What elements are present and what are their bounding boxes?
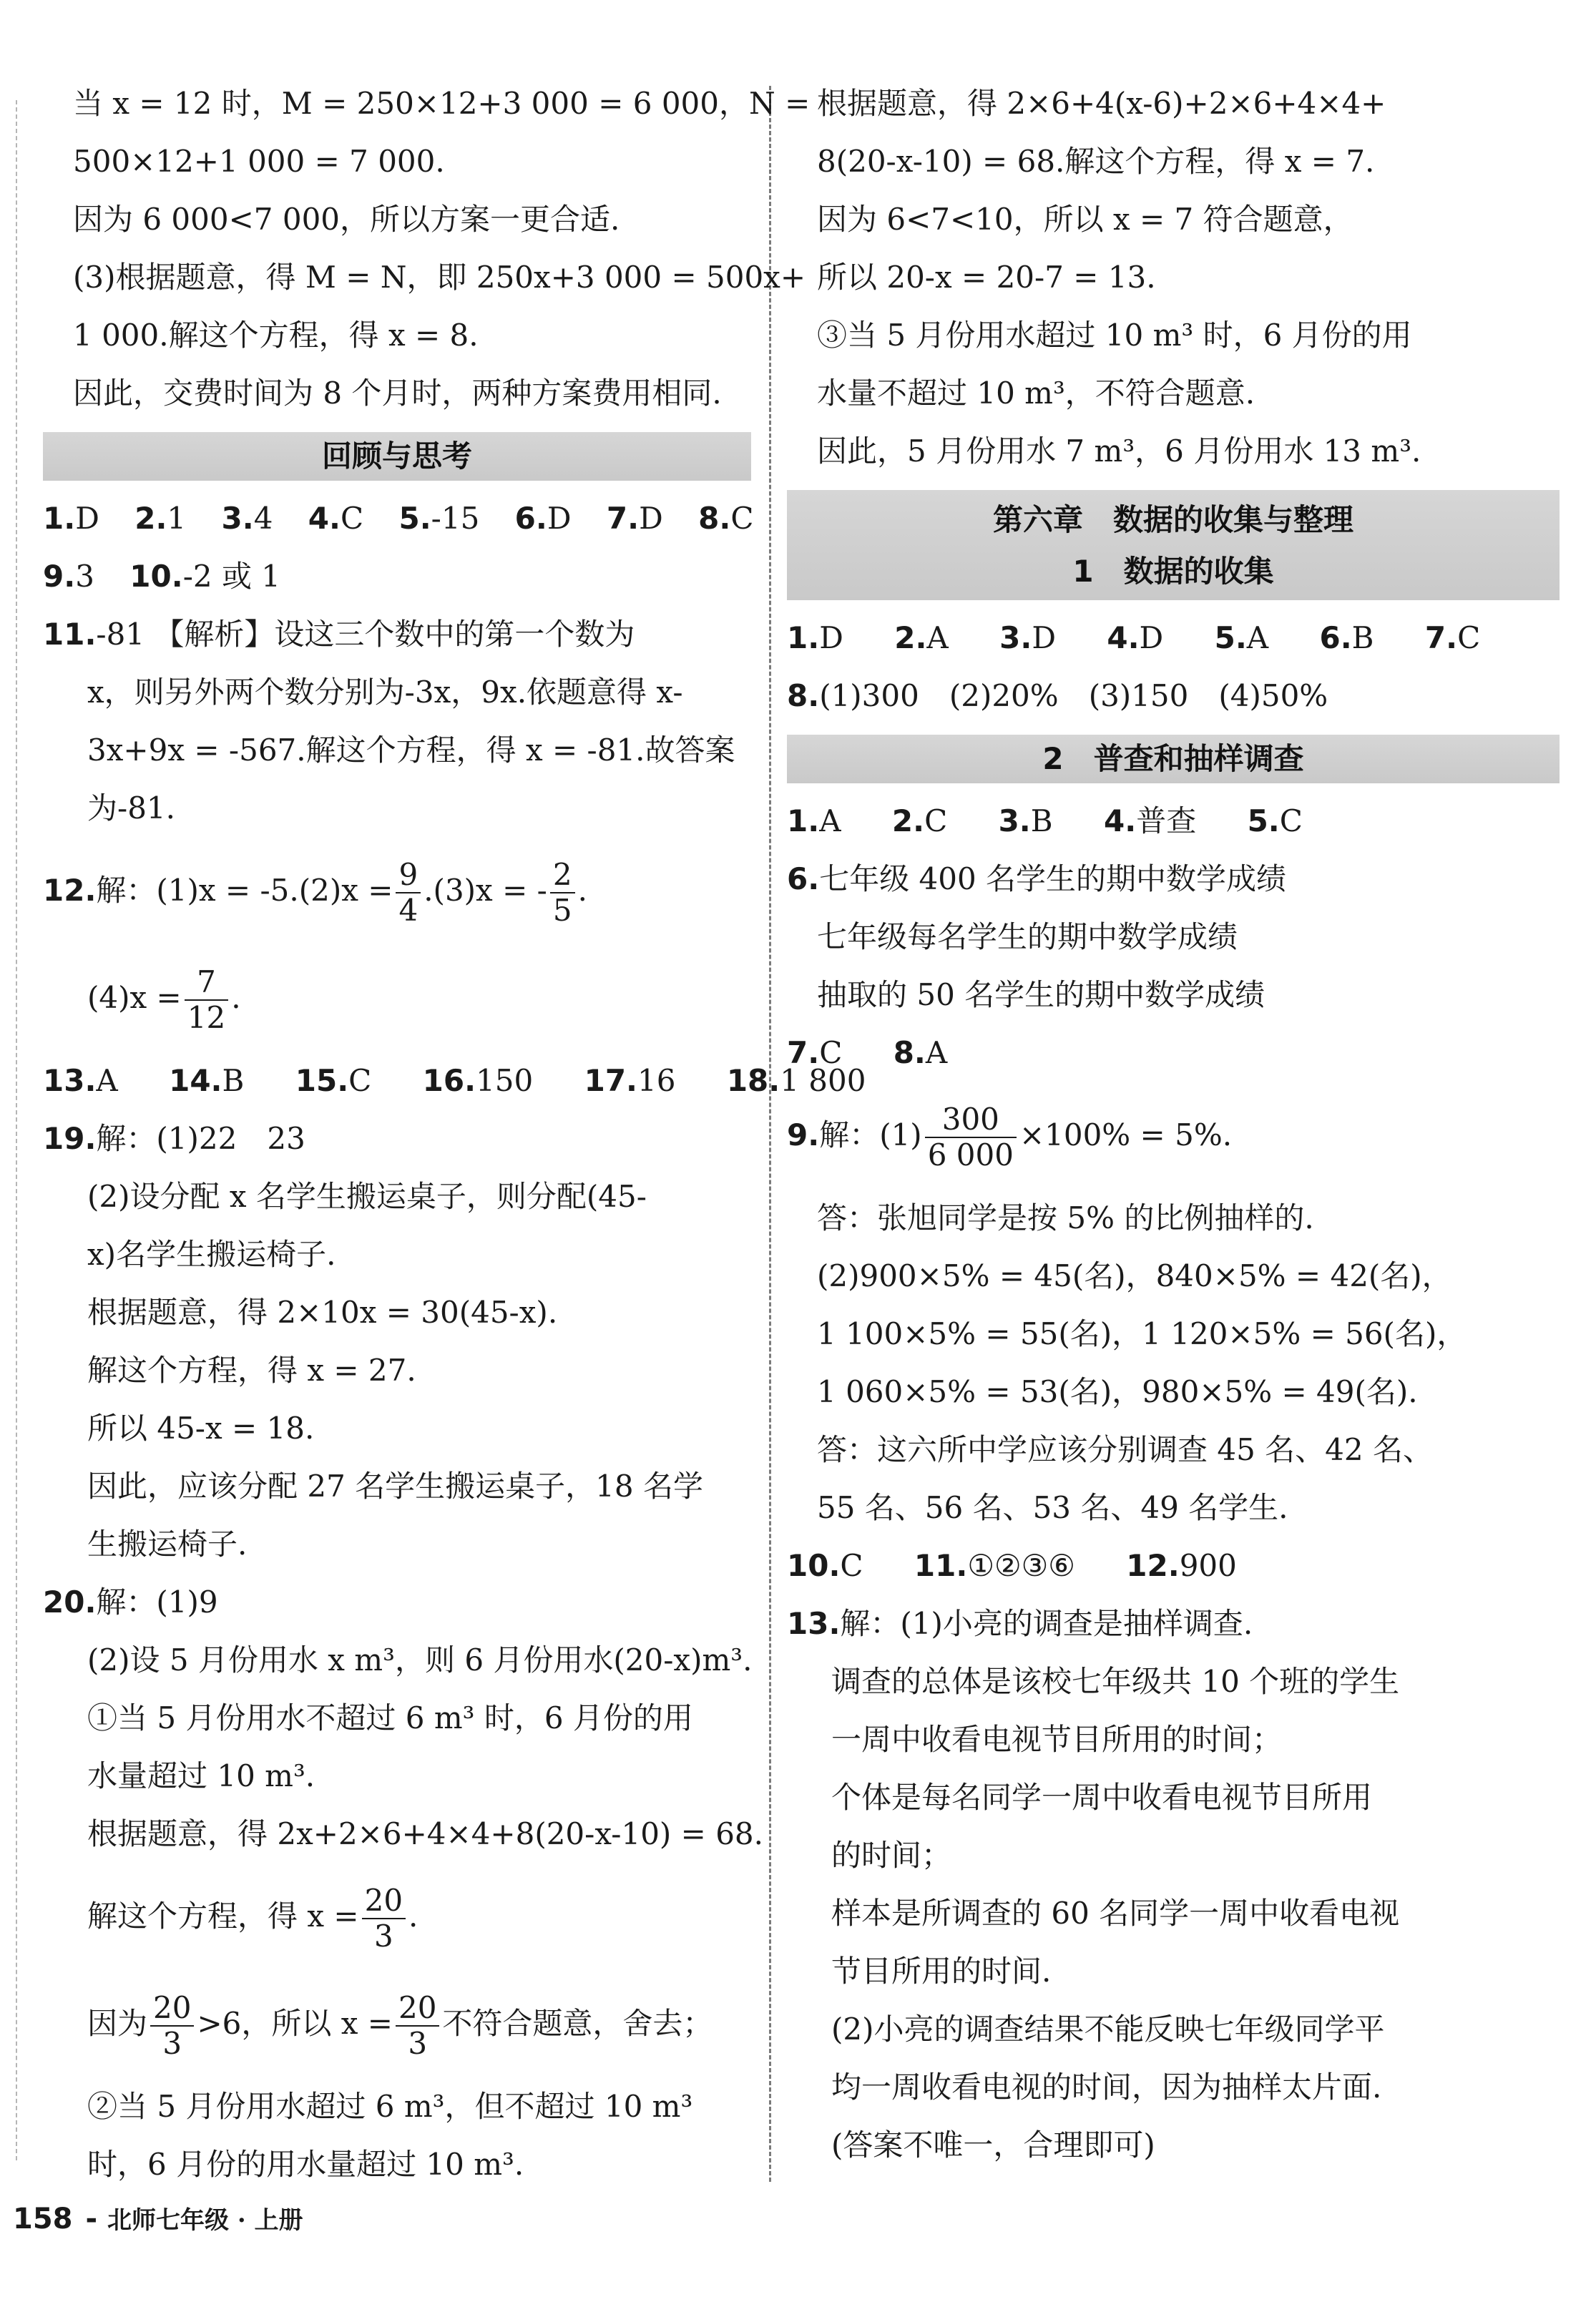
text: 解：(1)x = -5.(2)x =: [96, 873, 393, 908]
question-9: [787, 1082, 1560, 1189]
question-number: 11.: [914, 1548, 968, 1583]
denominator: 4: [398, 893, 418, 928]
answer: D: [1139, 620, 1164, 655]
text-line: (2)设分配 x 名学生搬运桌子，则分配(45-: [87, 1179, 647, 1214]
answer: C: [1279, 803, 1303, 838]
text-line: 七年级每名学生的期中数学成绩: [817, 919, 1238, 954]
text-line: (2)设 5 月份用水 x m³，则 6 月份用水(20-x)m³.: [87, 1642, 753, 1678]
question-number: 4.: [1104, 803, 1137, 838]
answer: C: [924, 803, 948, 838]
left-column: [43, 74, 866, 2193]
text-line: 均一周收看电视的时间，因为抽样太片面.: [831, 2070, 1382, 2105]
fraction: [396, 858, 421, 929]
numerator: 20: [150, 1991, 194, 2027]
fraction: [550, 858, 575, 929]
answer-row: [43, 547, 751, 605]
answer-row: [787, 667, 1560, 725]
footer-dash: -: [85, 2203, 98, 2235]
text-line: 时，6 月份的用水量超过 10 m³.: [87, 2147, 524, 2182]
answer-row: [787, 609, 1560, 667]
answer-row: [787, 1024, 1560, 1082]
question-number: 10.: [129, 559, 183, 594]
text-line: 水量不超过 10 m³，不符合题意.: [817, 376, 1255, 411]
question-20: [43, 1573, 751, 1631]
column-divider: [769, 86, 771, 2182]
question-number: 16.: [422, 1063, 476, 1098]
fraction: [362, 1884, 406, 1954]
text-line: 因为 6<7<10，所以 x = 7 符合题意，: [817, 202, 1353, 237]
numerator: 2: [550, 858, 575, 893]
text-line: 3x+9x = -567.解这个方程，得 x = -81.故答案: [87, 733, 735, 768]
text-line: (3)根据题意，得 M = N，即 250x+3 000 = 500x+: [73, 260, 806, 295]
question-12: [43, 837, 751, 944]
denominator: 6 000: [927, 1137, 1014, 1172]
question-number: 19.: [43, 1121, 97, 1156]
text: (4)x =: [87, 980, 182, 1015]
question-number: 10.: [787, 1548, 841, 1583]
numerator: 20: [396, 1991, 439, 2027]
question-number: 5.: [1214, 620, 1247, 655]
fraction: [185, 965, 228, 1036]
question-number: 3.: [999, 620, 1032, 655]
answer: ①②③⑥: [967, 1548, 1075, 1583]
text: 解这个方程，得 x =: [87, 1899, 359, 1934]
answer: C: [340, 501, 364, 536]
because-line: [43, 1970, 751, 2077]
text-line: 抽取的 50 名学生的期中数学成绩: [817, 977, 1265, 1012]
question-number: 1.: [43, 501, 76, 536]
page-footer: [13, 2200, 303, 2235]
question-12-part4: [43, 944, 751, 1052]
text-line: 1 100×5% = 55(名)，1 120×5% = 56(名)，: [817, 1316, 1467, 1351]
answer: 1 800: [780, 1063, 866, 1098]
question-number: 20.: [43, 1585, 97, 1620]
question-6: [787, 850, 1560, 908]
text-line: 因此，5 月份用水 7 m³，6 月份用水 13 m³.: [817, 434, 1421, 469]
question-number: 7.: [606, 501, 640, 536]
text-line: 答：张旭同学是按 5% 的比例抽样的.: [817, 1200, 1314, 1235]
question-11: [43, 605, 751, 663]
text-line: 样本是所调查的 60 名同学一周中收看电视: [831, 1896, 1400, 1931]
text: .: [577, 873, 587, 908]
question-number: 5.: [1247, 803, 1280, 838]
text-line: 解：(1)22 23: [96, 1121, 305, 1156]
question-number: 13.: [43, 1063, 97, 1098]
question-number: 7.: [787, 1035, 820, 1070]
right-column: [787, 74, 1560, 2174]
text-line: 为-81.: [87, 790, 175, 826]
text-line: -81 【解析】设这三个数中的第一个数为: [96, 617, 635, 652]
answer: B: [222, 1063, 245, 1098]
answer: -2 或 1: [182, 559, 281, 594]
numerator: 20: [362, 1884, 406, 1919]
text-line: 因为 6 000<7 000，所以方案一更合适.: [73, 202, 620, 237]
text-line: 因此，交费时间为 8 个月时，两种方案费用相同.: [73, 376, 722, 411]
question-number: 4.: [1107, 620, 1140, 655]
text: 因为: [87, 2006, 148, 2041]
text-line: (2)900×5% = 45(名)，840×5% = 42(名)，: [817, 1258, 1452, 1293]
answer-row: [43, 489, 754, 547]
text: .: [231, 980, 241, 1015]
text-line: 的时间；: [831, 1838, 952, 1873]
text-line: 生搬运椅子.: [87, 1527, 248, 1562]
question-number: 17.: [584, 1063, 637, 1098]
question-number: 11.: [43, 617, 97, 652]
question-number: 13.: [787, 1606, 841, 1641]
page-number: 158: [13, 2203, 73, 2235]
book-title: 北师七年级 · 上册: [107, 2206, 303, 2235]
solve-line: [43, 1863, 751, 1970]
text-line: 8(20-x-10) = 68.解这个方程，得 x = 7.: [817, 144, 1375, 179]
text: .(3)x = -: [424, 873, 547, 908]
question-number: 4.: [308, 501, 341, 536]
question-number: 12.: [1126, 1548, 1180, 1583]
answer-row: [787, 1537, 1560, 1595]
answer: 900: [1179, 1548, 1237, 1583]
answer: C: [840, 1548, 863, 1583]
question-13: [787, 1595, 1560, 1652]
denominator: 3: [162, 2026, 182, 2061]
text-line: 当 x = 12 时，M = 250×12+3 000 = 6 000，N =: [73, 86, 811, 121]
text: 解：(1): [819, 1117, 922, 1152]
answer: 4: [253, 501, 273, 536]
chapter-title: 第六章 数据的收集与整理: [992, 502, 1353, 537]
text-line: 水量超过 10 m³.: [87, 1758, 315, 1793]
denominator: 3: [408, 2026, 428, 2061]
answer: A: [819, 803, 841, 838]
answer: D: [1032, 620, 1056, 655]
question-number: 12.: [43, 873, 97, 908]
question-number: 15.: [295, 1063, 349, 1098]
answer-row: [43, 1052, 866, 1110]
answer: C: [819, 1035, 843, 1070]
question-number: 14.: [169, 1063, 222, 1098]
question-number: 9.: [43, 559, 76, 594]
question-number: 9.: [787, 1117, 820, 1152]
section-title: 1 数据的收集: [1072, 554, 1274, 589]
text-line: 根据题意，得 2×6+4(x-6)+2×6+4×4+: [817, 86, 1386, 121]
answer: A: [96, 1063, 118, 1098]
answer: A: [1246, 620, 1269, 655]
text-line: x)名学生搬运椅子.: [87, 1237, 336, 1272]
text-line: (2)小亮的调查结果不能反映七年级同学平: [831, 2012, 1385, 2047]
text-line: 1 060×5% = 53(名)，980×5% = 49(名).: [817, 1374, 1418, 1409]
text-line: ③当 5 月份用水超过 10 m³ 时，6 月份的用: [817, 318, 1412, 353]
question-number: 1.: [787, 620, 820, 655]
answer: A: [926, 620, 949, 655]
answer: D: [639, 501, 663, 536]
margin-guide-line: [16, 100, 17, 2160]
denominator: 5: [552, 893, 572, 928]
fraction: [150, 1991, 194, 2062]
fraction: [396, 1991, 439, 2062]
question-number: 5.: [398, 501, 431, 536]
text-line: ①当 5 月份用水不超过 6 m³ 时，6 月份的用: [87, 1700, 693, 1735]
question-number: 8.: [698, 501, 731, 536]
question-number: 3.: [998, 803, 1031, 838]
text: .: [408, 1899, 418, 1934]
answer: 16: [637, 1063, 676, 1098]
text-line: 500×12+1 000 = 7 000.: [73, 144, 445, 179]
answer: 1: [167, 501, 187, 536]
text-line: 一周中收看电视节目所用的时间；: [831, 1722, 1283, 1757]
text-line: 所以 45-x = 18.: [87, 1411, 315, 1446]
question-number: 7.: [1424, 620, 1458, 655]
text-line: ②当 5 月份用水超过 6 m³，但不超过 10 m³: [87, 2089, 693, 2124]
question-number: 2.: [134, 501, 167, 536]
question-number: 8.: [893, 1035, 926, 1070]
fraction: [925, 1102, 1017, 1173]
text-line: 解这个方程，得 x = 27.: [87, 1353, 416, 1388]
answer-row: [787, 792, 1560, 850]
numerator: 9: [396, 858, 421, 893]
text-line: 七年级 400 名学生的期中数学成绩: [819, 861, 1287, 896]
text-line: 55 名、56 名、53 名、49 名学生.: [817, 1490, 1288, 1525]
question-number: 6.: [1319, 620, 1352, 655]
question-number: 6.: [514, 501, 547, 536]
answer: D: [547, 501, 572, 536]
question-number: 1.: [787, 803, 820, 838]
question-number: 6.: [787, 861, 820, 896]
denominator: 3: [373, 1919, 393, 1954]
text-line: (答案不唯一，合理即可): [831, 2127, 1155, 2163]
text-line: 解：(1)9: [96, 1585, 218, 1620]
question-number: 3.: [221, 501, 254, 536]
answer: (1)300 (2)20% (3)150 (4)50%: [819, 678, 1328, 713]
question-number: 8.: [787, 678, 820, 713]
text-line: 根据题意，得 2×10x = 30(45-x).: [87, 1295, 558, 1330]
text-line: 根据题意，得 2x+2×6+4×4+8(20-x-10) = 68.: [87, 1816, 764, 1851]
question-number: 2.: [894, 620, 927, 655]
answer: C: [730, 501, 754, 536]
text: 不符合题意，舍去；: [442, 2006, 713, 2041]
answer: D: [819, 620, 843, 655]
numerator: 300: [925, 1102, 1017, 1138]
answer: 普查: [1136, 803, 1197, 838]
answer: C: [348, 1063, 372, 1098]
question-number: 18.: [726, 1063, 780, 1098]
text-line: 调查的总体是该校七年级共 10 个班的学生: [831, 1664, 1400, 1699]
text-line: 1 000.解这个方程，得 x = 8.: [73, 318, 479, 353]
text-line: x，则另外两个数分别为-3x，9x.依题意得 x-: [87, 675, 683, 710]
text-line: 节目所用的时间.: [831, 1954, 1052, 1989]
answer: D: [75, 501, 99, 536]
section-title-survey: 2 普查和抽样调查: [787, 735, 1560, 783]
numerator: 7: [185, 965, 228, 1001]
text: >6，所以 x =: [197, 2006, 393, 2041]
text: ×100% = 5%.: [1019, 1117, 1233, 1152]
question-19: [43, 1110, 751, 1167]
text-line: 因此，应该分配 27 名学生搬运桌子，18 名学: [87, 1469, 703, 1504]
denominator: 12: [187, 1000, 226, 1035]
text-line: 所以 20-x = 20-7 = 13.: [817, 260, 1156, 295]
text-line: 答：这六所中学应该分别调查 45 名、42 名、: [817, 1432, 1433, 1467]
answer: B: [1351, 620, 1374, 655]
section-title-review: 回顾与思考: [43, 432, 751, 481]
answer: 150: [476, 1063, 534, 1098]
text-line: 个体是每名同学一周中收看电视节目所用: [831, 1780, 1373, 1815]
chapter-banner: [787, 490, 1560, 600]
answer: 3: [75, 559, 94, 594]
answer: -15: [431, 501, 480, 536]
answer: C: [1457, 620, 1481, 655]
question-number: 2.: [891, 803, 925, 838]
answer: A: [925, 1035, 948, 1070]
answer: B: [1030, 803, 1053, 838]
text-line: 解：(1)小亮的调查是抽样调查.: [840, 1606, 1253, 1641]
